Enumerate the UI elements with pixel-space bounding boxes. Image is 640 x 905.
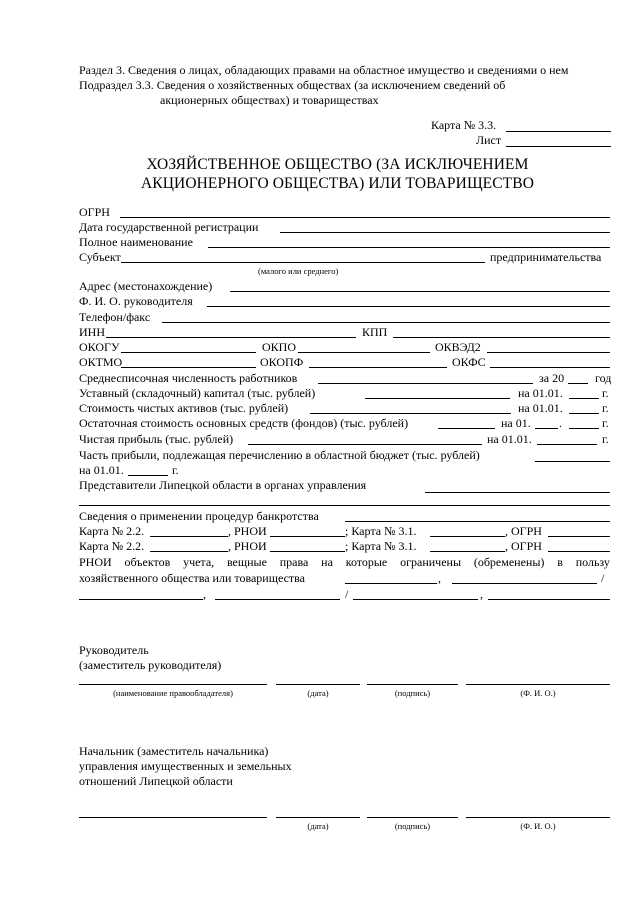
form-title: ХОЗЯЙСТВЕННОЕ ОБЩЕСТВО (ЗА ИСКЛЮЧЕНИЕМ [146,156,529,173]
rnoi-desc-word: РНОИ [79,555,112,569]
card31-label-2: ; Карта № 3.1. [345,539,417,553]
residual-field[interactable] [438,428,495,429]
card31-label-1: ; Карта № 3.1. [345,524,417,538]
capital-field[interactable] [365,398,510,399]
phone-field[interactable] [162,322,610,323]
capital-date-field[interactable] [569,398,599,399]
ogrn-label-1: , ОГРН [505,524,542,538]
sheet-field[interactable] [506,146,611,147]
ogrn-field-2[interactable] [548,551,610,552]
rnoi-desc-word: на [321,555,333,569]
residual-date-prefix: на 01. [501,416,531,430]
net-assets-date-prefix: на 01.01. [518,401,563,415]
reg-date-label: Дата государственной регистрации [79,220,259,234]
rnoi-desc-word: пользу [575,555,610,569]
rnoi-label-1: , РНОИ [228,524,267,538]
subject-field[interactable] [121,262,485,263]
chief-signer-label: Начальник (заместитель начальника) [79,744,269,758]
inn-label: ИНН [79,325,105,339]
net-profit-label: Чистая прибыль (тыс. рублей) [79,432,234,446]
okfs-label: ОКФС [452,355,486,369]
profit-part-date-field[interactable] [128,475,168,476]
kpp-label: КПП [362,325,388,339]
okopf-label: ОКОПФ [260,355,304,369]
rnoi-field-1[interactable] [270,536,345,537]
head-signer-label: Руководитель [79,643,149,657]
rnoi-object-field-3[interactable] [79,599,203,600]
inn-field[interactable] [106,337,356,338]
head-signature-field[interactable] [367,684,458,685]
net-profit-date-suffix: г. [602,432,609,446]
card22-field-2[interactable] [150,551,228,552]
bankruptcy-label: Сведения о применении процедур банкротства [79,509,319,523]
card31-field-2[interactable] [430,551,505,552]
rnoi-object-field-6[interactable] [488,599,610,600]
head-date-field[interactable] [276,684,360,685]
capital-date-suffix: г. [602,386,609,400]
capital-label: Уставный (складочный) капитал (тыс. рублей) [79,386,316,400]
slash-sep: / [345,587,349,601]
rnoi-desc-word: объектов [124,555,171,569]
head-signer-label-cont: (заместитель руководителя) [79,658,222,672]
rnoi-desc-word: в [557,555,563,569]
capital-date-prefix: на 01.01. [518,386,563,400]
rightholder-caption: (наименование правообладателя) [113,688,233,698]
residual-label: Остаточная стоимость основных средств (фондов) (тыс. рублей) [79,416,409,430]
card22-field-1[interactable] [150,536,228,537]
net-profit-field[interactable] [248,444,482,445]
comma-sep: , [438,571,441,585]
rnoi-desc-word: права [279,555,309,569]
entrepreneurship-label: предпринимательства [490,250,602,264]
okpo-field[interactable] [298,352,430,353]
rnoi-description [79,555,610,569]
ogrn-field[interactable] [120,217,610,218]
comma-sep: , [480,587,483,601]
rnoi-label-2: , РНОИ [228,539,267,553]
rnoi-field-2[interactable] [270,551,345,552]
rnoi-desc-word: (обременены) [473,555,545,569]
headcount-year-prefix: за 20 [539,371,565,385]
net-profit-date-field[interactable] [537,444,597,445]
rightholder-name-field[interactable] [79,684,267,685]
net-assets-date-suffix: г. [602,401,609,415]
card-number-label: Карта № 3.3. [431,118,497,132]
ogrn-label: ОГРН [79,205,110,219]
ogrn-field-1[interactable] [548,536,610,537]
subject-hint: (малого или среднего) [258,266,339,276]
form-title-cont: АКЦИОНЕРНОГО ОБЩЕСТВА) ИЛИ ТОВАРИЩЕСТВО [141,175,534,192]
oktmo-field[interactable] [121,367,256,368]
card31-field-1[interactable] [430,536,505,537]
okved-label: ОКВЭД2 [435,340,481,354]
net-assets-field[interactable] [310,413,511,414]
profit-part-label: Часть прибыли, подлежащая перечислению в областной бюджет (тыс. рублей) [79,448,480,462]
headcount-year-field[interactable] [568,383,588,384]
residual-date-suffix: г. [602,416,609,430]
representatives-field-2[interactable] [79,505,610,506]
okved-field[interactable] [487,352,610,353]
rnoi-desc-word: вещные [226,555,267,569]
chief-fio-field[interactable] [466,817,610,818]
fio-caption: (Ф. И. О.) [520,688,556,698]
director-label: Ф. И. О. руководителя [79,294,193,308]
address-field[interactable] [230,291,610,292]
okogu-label: ОКОГУ [79,340,120,354]
subsection-heading: Подраздел 3.3. Сведения о хозяйственных обществах (за исключением сведений об [79,78,506,92]
fio-caption: (Ф. И. О.) [520,821,556,831]
chief-signer-label-cont: управления имущественных и земельных [79,759,292,773]
profit-part-date-suffix: г. [172,463,179,477]
chief-org-field[interactable] [79,817,267,818]
head-fio-field[interactable] [466,684,610,685]
representatives-label: Представители Липецкой области в органах управления [79,478,367,492]
comma-sep: , [203,587,206,601]
sheet-label: Лист [476,133,502,147]
oktmo-label: ОКТМО [79,355,123,369]
partnership-label: хозяйственного общества или товарищества [79,571,306,585]
rnoi-object-field-4[interactable] [215,599,340,600]
rnoi-object-field-1[interactable] [345,583,437,584]
headcount-label: Среднесписочная численность работников [79,371,298,385]
chief-signer-label-cont: отношений Липецкой области [79,774,233,788]
full-name-field[interactable] [208,247,610,248]
residual-date-dot: . [559,416,562,430]
profit-part-date-prefix: на 01.01. [79,463,124,477]
residual-year-field[interactable] [569,428,599,429]
section-heading: Раздел 3. Сведения о лицах, обладающих правами на областное имущество и сведениями о нем [79,63,569,77]
subsection-heading-cont: акционерных обществах) и товариществах [160,93,379,107]
bankruptcy-field[interactable] [345,521,610,522]
card22-label-2: Карта № 2.2. [79,539,145,553]
card-number-field[interactable] [506,131,611,132]
net-assets-date-field[interactable] [569,413,599,414]
signature-caption: (подпись) [394,821,431,831]
reg-date-field[interactable] [280,232,610,233]
subject-label: Субъект [79,250,121,264]
rnoi-object-field-5[interactable] [353,599,478,600]
rnoi-object-field-2[interactable] [452,583,597,584]
okopf-field[interactable] [309,367,447,368]
address-label: Адрес (местонахождение) [79,279,213,293]
rnoi-desc-word: которые [345,555,388,569]
card22-label-1: Карта № 2.2. [79,524,145,538]
rnoi-desc-word: ограничены [400,555,462,569]
slash-sep: / [601,571,605,585]
headcount-field[interactable] [318,383,533,384]
okogu-field[interactable] [121,352,256,353]
residual-month-field[interactable] [535,428,558,429]
rnoi-desc-word: учета, [183,555,215,569]
net-assets-label: Стоимость чистых активов (тыс. рублей) [79,401,289,415]
okfs-field[interactable] [490,367,610,368]
profit-part-field[interactable] [535,461,610,462]
phone-label: Телефон/факс [79,310,151,324]
ogrn-label-2: , ОГРН [505,539,542,553]
full-name-label: Полное наименование [79,235,193,249]
chief-signature-field[interactable] [367,817,458,818]
kpp-field[interactable] [393,337,610,338]
net-profit-date-prefix: на 01.01. [487,432,532,446]
date-caption: (дата) [307,688,329,698]
headcount-year-suffix: год [595,371,612,385]
director-field[interactable] [207,306,610,307]
chief-date-field[interactable] [276,817,360,818]
signature-caption: (подпись) [394,688,431,698]
date-caption: (дата) [307,821,329,831]
representatives-field[interactable] [425,492,610,493]
okpo-label: ОКПО [262,340,297,354]
